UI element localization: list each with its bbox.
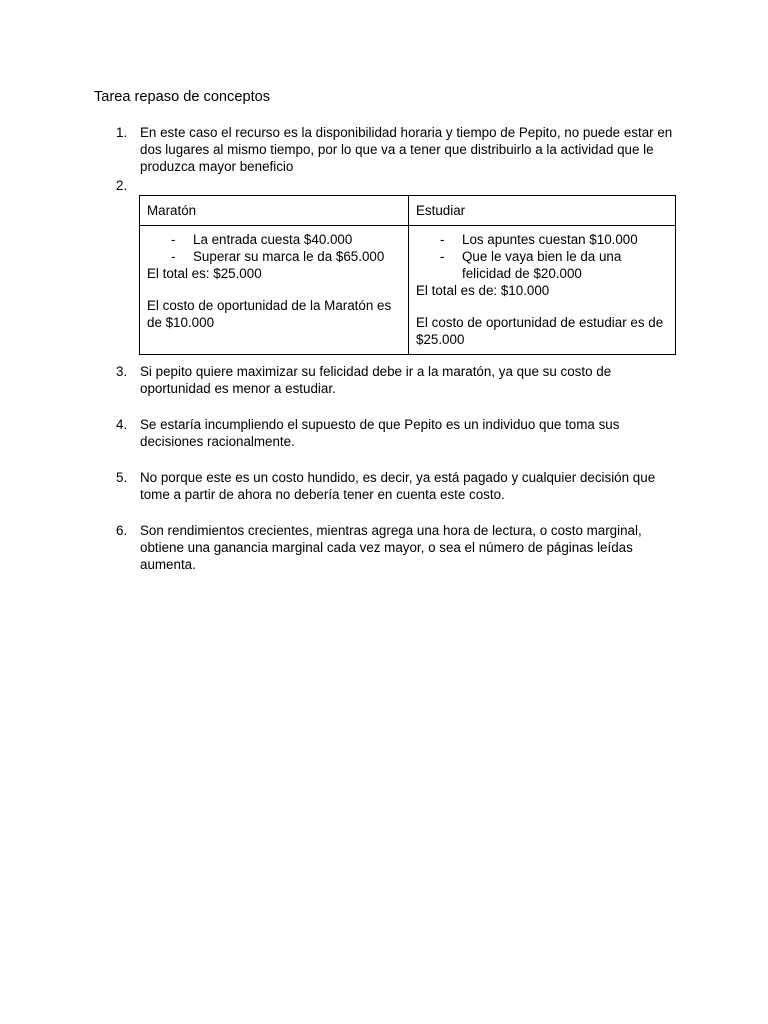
list-item: - La entrada cuesta $40.000 <box>171 232 353 247</box>
bullet-list <box>147 231 402 265</box>
bullet-list <box>416 231 669 282</box>
list-text: No porque este es un costo hundido, es decir, ya está pagado y cualquier decisión que tome a partir de ahora no debería tener en cuenta este costo. <box>140 470 656 502</box>
list-number: 2. <box>116 178 128 193</box>
list-text: Se estaría incumpliendo el supuesto de que Pepito es un individuo que toma sus decisiones racionalmente. <box>140 417 620 449</box>
list-item: - Los apuntes cuestan $10.000 <box>440 232 638 247</box>
list-item: - Que le vaya bien le da una felicidad de $20.000 <box>440 249 622 281</box>
total-text: El total es: $25.000 <box>147 266 262 281</box>
list-item: - Superar su marca le da $65.000 <box>171 249 385 264</box>
list-text: Son rendimientos crecientes, mientras agrega una hora de lectura, o costo marginal, obtiene una ganancia marginal cada vez mayor, o sea el número de páginas leídas aumenta. <box>140 523 642 572</box>
cell-maraton <box>140 226 409 355</box>
cell-estudiar <box>409 226 676 355</box>
table-row <box>140 226 676 355</box>
header-maraton: Maratón <box>140 196 409 226</box>
document-title: Tarea repaso de conceptos <box>94 89 271 105</box>
header-estudiar: Estudiar <box>409 196 676 226</box>
list-text: Si pepito quiere maximizar su felicidad debe ir a la maratón, ya que su costo de oportunidad es menor a estudiar. <box>140 364 612 396</box>
list-text: En este caso el recurso es la disponibilidad horaria y tiempo de Pepito, no puede estar en dos lugares al mismo tiempo, por lo que va a tener que distribuirlo a la actividad que le produzca mayor beneficio <box>140 125 673 174</box>
list-number: 3. <box>116 364 128 379</box>
list-number: 4. <box>116 417 128 432</box>
total-text: El total es de: $10.000 <box>416 283 550 298</box>
table-header-row <box>140 196 676 226</box>
comparison-table <box>139 195 676 355</box>
opportunity-cost-text: El costo de oportunidad de la Maratón es de $10.000 <box>147 298 392 330</box>
opportunity-cost-text: El costo de oportunidad de estudiar es de $25.000 <box>416 315 664 347</box>
list-number: 6. <box>116 523 128 538</box>
list-number: 1. <box>116 125 128 140</box>
list-number: 5. <box>116 470 128 485</box>
